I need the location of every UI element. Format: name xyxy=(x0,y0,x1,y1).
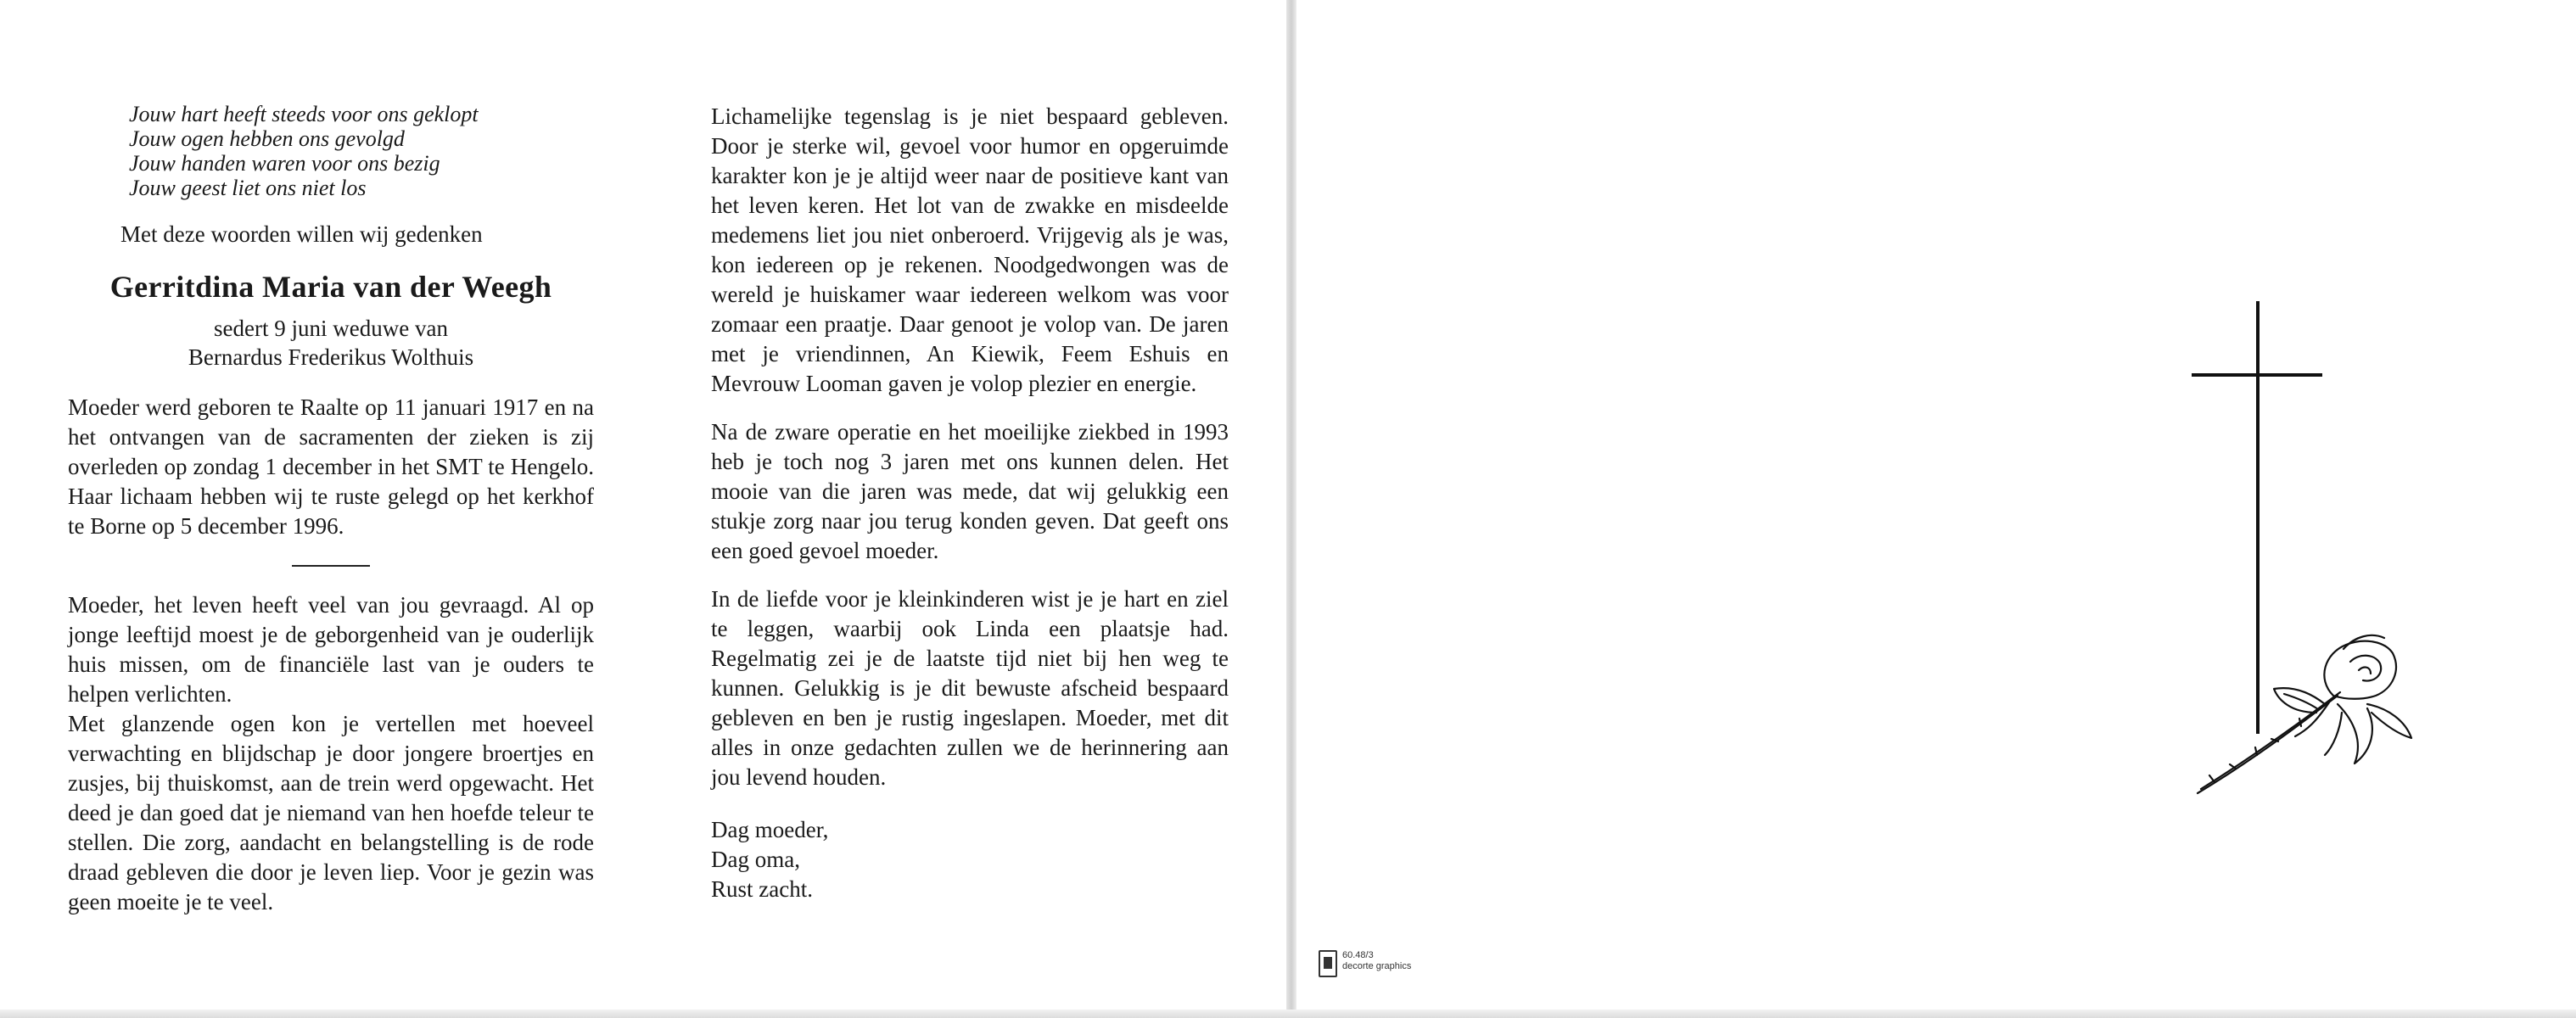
birth-death-paragraph: Moeder werd geboren te Raalte op 11 januari 1917 en na het ontvangen van de sacramenten der zieken is zij overleden op zondag 1 december in het SMT te Hengelo. Haar lichaam hebben wij te ruste gelegd op het kerkhof te Borne op 5 december 1996. xyxy=(68,394,594,539)
poem-line: Jouw hart heeft steeds voor ons geklopt xyxy=(129,102,479,126)
card-bottom-edge xyxy=(0,1010,2576,1018)
printer-brand: decorte graphics xyxy=(1342,961,1412,971)
rose-icon xyxy=(2189,594,2444,806)
grandchildren-paragraph: In de liefde voor je kleinkinderen wist je je hart en ziel te leggen, waarbij ook Linda een plaatsje had. Regelmatig zei je de laatste tijd niet bij hen weg te kunnen. Gelukkig is je dit bewuste afscheid bespaard gebleven en ben je rustig ingeslapen. Moeder, met dit alles in onze gedachten zullen we de herinnering aan jou levend houden. xyxy=(711,586,1229,790)
product-code: 60.48/3 xyxy=(1342,950,1374,960)
left-column xyxy=(68,102,594,917)
poem-line: Jouw handen waren voor ons bezig xyxy=(129,151,440,176)
poem-line: Jouw geest liet ons niet los xyxy=(129,176,367,200)
printer-logo xyxy=(1319,950,1411,977)
illness-paragraph: Na de zware operatie en het moeilijke ziekbed in 1993 heb je toch nog 3 jaren met ons kunnen delen. Het mooie van die jaren was mede, dat wij gelukkig een stukje zorg naar jou terug konden geven. Dat geeft ons een goed gevoel moeder. xyxy=(711,419,1229,563)
farewell xyxy=(711,815,1229,904)
widow-notice xyxy=(68,314,594,372)
card-inside-spread xyxy=(0,0,1286,1010)
right-column xyxy=(711,102,1229,904)
card-cover xyxy=(1296,0,2576,1010)
printer-imprint xyxy=(1342,950,1411,972)
life-paragraph: Met glanzende ogen kon je vertellen met hoeveel verwachting en blijdschap je door jongere broertjes en zusjes, bij thuiskomst, aan de trein werd opgewacht. Het deed je dan goed dat je niemand van hen hoefde teleur te stellen. Die zorg, aandacht en belangstelling is de rode draad gebleven die door je leven liep. Voor je gezin was geen moeite je te veel. xyxy=(68,711,594,915)
farewell-line: Rust zacht. xyxy=(711,876,813,902)
farewell-line: Dag moeder, xyxy=(711,817,829,842)
character-paragraph: Lichamelijke tegenslag is je niet bespaard gebleven. Door je sterke wil, gevoel voor humor en opgeruimde karakter kon je je altijd weer naar de positieve kant van het leven keren. Het lot van de zwakke en misdeelde medemens liet jou niet onberoerd. Vrijgevig als je was, kon iedereen op je rekenen. Noodgedwongen was de wereld je huiskamer waar iedereen welkom was voor zomaar een praatje. Daar genoot je volop van. De jaren met je vriendinnen, An Kiewik, Feem Eshuis en Mevrouw Looman gaven je volop plezier en energie. xyxy=(711,103,1229,396)
widow-line-1: sedert 9 juni weduwe van xyxy=(214,316,448,341)
widow-line-2: Bernardus Frederikus Wolthuis xyxy=(188,344,474,370)
cross-icon xyxy=(2192,373,2322,377)
poem xyxy=(129,102,594,200)
life-paragraph: Moeder, het leven heeft veel van jou gevraagd. Al op jonge leeftijd moest je de geborgenheid van je ouderlijk huis missen, om de financiële last van je ouders te helpen verlichten. xyxy=(68,592,594,707)
farewell-line: Dag oma, xyxy=(711,847,800,872)
card-fold xyxy=(1286,0,1296,1018)
poem-line: Jouw ogen hebben ons gevolgd xyxy=(129,126,405,151)
deceased-name: Gerritdina Maria van der Weegh xyxy=(109,270,552,304)
intro-line: Met deze woorden willen wij gedenken xyxy=(120,221,483,247)
decorte-logo-icon xyxy=(1319,950,1337,977)
divider-line xyxy=(292,565,370,567)
